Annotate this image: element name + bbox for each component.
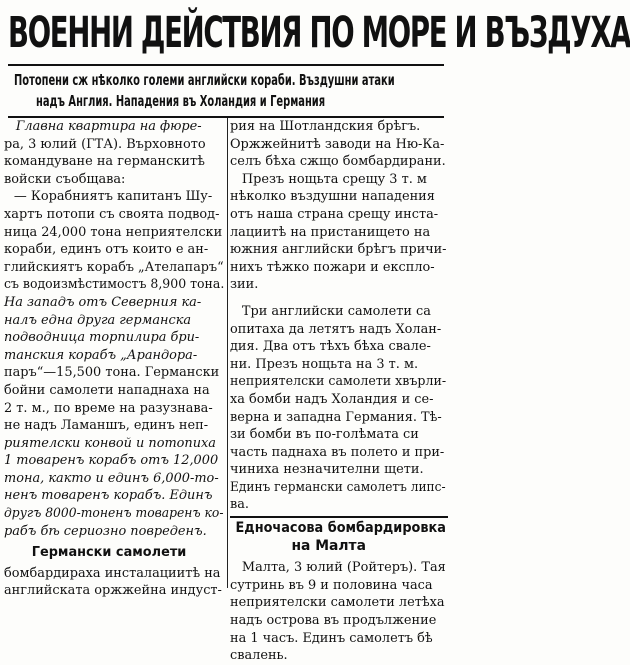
section-rule xyxy=(230,516,448,518)
subhead-box xyxy=(8,64,444,118)
right-heading-line: Едночасова бомбардировка xyxy=(235,520,446,537)
right-text-line: Оржжейнитѣ заводи на Ню-Ка- xyxy=(230,136,445,152)
left-text-line: тона, както и единъ 6,000-то- xyxy=(4,470,219,486)
left-text-line: риятелски конвой и потопиха xyxy=(4,435,216,451)
right-text-line: верна и западна Германия. Тѣ- xyxy=(230,409,442,425)
left-text-line: кораби, единъ отъ които е ан- xyxy=(4,242,209,258)
left-column xyxy=(4,118,226,600)
right-tail-line: неприятелски самолети летѣха xyxy=(230,595,445,611)
right-text-line: рия на Шотландския брѣгъ. xyxy=(230,119,421,134)
right-text-line: неприятелски самолети хвърли- xyxy=(230,374,447,390)
left-text-line: хартъ потопи съ своята подвод- xyxy=(4,206,220,222)
left-text-line: 1 товаренъ корабъ отъ 12,000 xyxy=(4,453,219,469)
right-text-line: зи бомби въ по-голѣмата си xyxy=(230,427,419,443)
left-text-line: ница 24,000 тона неприятелски xyxy=(4,224,223,240)
right-text-line: дия. Два отъ тѣхъ бѣха свале- xyxy=(230,339,431,355)
left-tail-line: английската оржжейна индуст- xyxy=(4,583,222,599)
left-text-line: налъ една друга германска xyxy=(4,312,192,328)
headline: ВОЕННИ ДЕЙСТВИЯ ПО МОРЕ И ВЪЗДУХА xyxy=(8,8,630,58)
left-text-line: войски съобщава: xyxy=(4,171,126,187)
right-text-line: южния английски брѣгъ причи- xyxy=(230,242,447,258)
subhead-line-2: надъ Англия. Нападения въ Холандия и Германия xyxy=(36,92,326,110)
right-tail-line: Малта, 3 юлий (Ройтеръ). Тая xyxy=(241,560,446,576)
right-text-line: нѣколко въздушни нападения xyxy=(230,189,435,205)
right-text-line: ва. xyxy=(230,497,250,513)
column-divider xyxy=(227,118,228,588)
right-tail-line: на 1 часъ. Единъ самолетъ бѣ xyxy=(230,630,433,646)
left-text-line: — Корабниятъ капитанъ Шу- xyxy=(13,189,213,205)
left-text-line: съ водоизмѣстимостъ 8,900 тона. xyxy=(4,277,225,293)
right-text-line xyxy=(230,294,446,303)
left-heading: Германски самолети xyxy=(31,545,187,561)
left-text-line: другъ 8000-тоненъ товаренъ ко- xyxy=(4,506,224,522)
right-text-line: Презъ нощьта срещу 3 т. м xyxy=(241,171,427,187)
right-text-line: Три английски самолети са xyxy=(241,303,431,319)
left-tail-line: бомбардираха инсталациитѣ на xyxy=(4,565,221,581)
left-text-line: подводница торпилира бри- xyxy=(4,330,200,346)
right-text-line: зии. xyxy=(230,277,259,293)
right-text-line: чиниха незначителни щети. xyxy=(230,462,424,478)
right-tail-line: сутринь въ 9 и половина часа xyxy=(230,577,433,593)
left-text-line: командуване на германскитѣ xyxy=(4,154,205,170)
right-text-line: опитаха да летятъ надъ Холан- xyxy=(230,321,442,337)
right-tail-line: надъ острова въ продължение xyxy=(230,613,437,629)
left-text-line: Главна квартира на фюре- xyxy=(15,119,202,134)
right-text-line: ха бомби надъ Холандия и се- xyxy=(230,391,434,407)
right-text-line: лациитѣ на пристанището на xyxy=(230,224,431,240)
left-text-line: ра, 3 юлий (ГТА). Върховното xyxy=(4,136,206,152)
subhead-line-1: Потопени сж нѣколко големи английски кораби. Въздушни атаки xyxy=(14,71,395,89)
left-text-line: ненъ товаренъ корабъ. Единъ xyxy=(4,488,213,504)
right-text-line: нихъ тѣжко пожари и експло- xyxy=(230,259,435,275)
left-text-line: рабъ бѣ сериозно повреденъ. xyxy=(4,523,207,539)
right-text-line: селъ бѣха сжщо бомбардирани. xyxy=(230,154,446,170)
right-heading-line: на Малта xyxy=(291,537,366,554)
left-text-line: глийскиятъ корабъ „Ателапаръ“ xyxy=(4,259,224,275)
right-text-line: отъ наша страна срещу инста- xyxy=(230,206,439,222)
left-text-line: не надъ Ламаншъ, единъ неп- xyxy=(4,418,209,434)
right-text-line: часть паднаха въ полето и при- xyxy=(230,444,445,460)
left-text-line: На западъ отъ Северния ка- xyxy=(4,294,202,310)
right-text-line: ни. Презъ нощьта на 3 т. м. xyxy=(230,356,419,372)
left-text-line: танския корабъ „Арандора- xyxy=(4,347,198,363)
left-text-line: бойни самолети нападнаха на xyxy=(4,382,210,398)
right-tail-line: свалень. xyxy=(230,648,288,664)
left-text-line: паръ“—15,500 тона. Германски xyxy=(4,365,220,381)
left-text-line: 2 т. м., по време на разузнава- xyxy=(4,400,213,416)
right-text-line: Единъ германски самолетъ липс- xyxy=(230,479,446,495)
right-column xyxy=(230,118,448,665)
